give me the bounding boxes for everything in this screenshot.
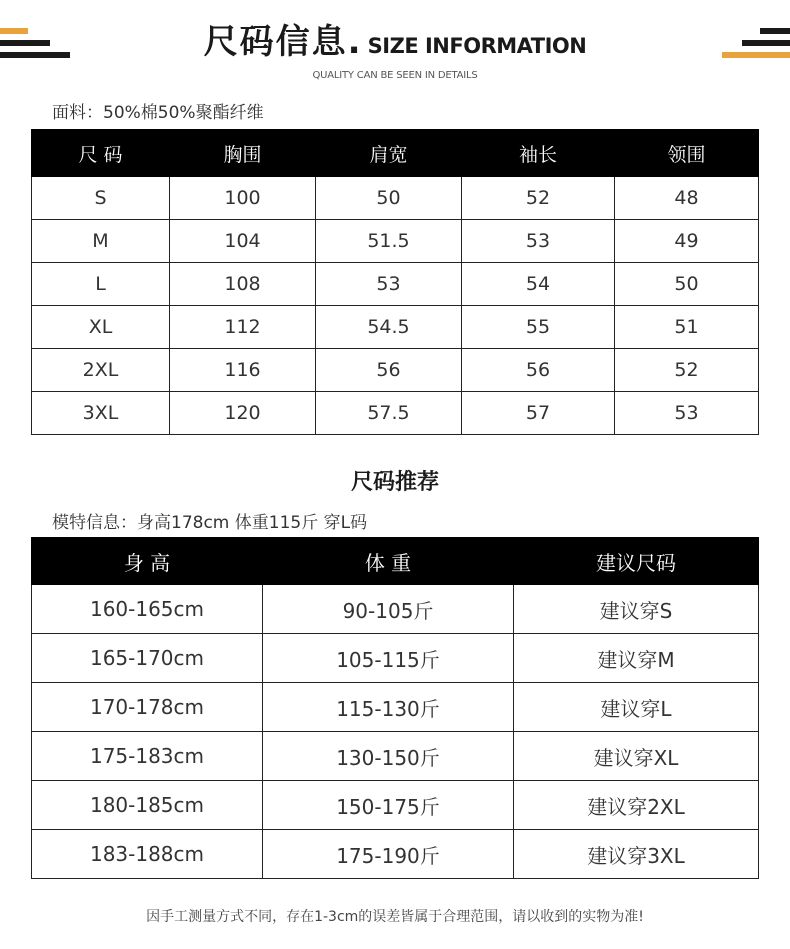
cell-neck: 52 — [615, 349, 759, 392]
cell-height: 175-183cm — [32, 732, 263, 781]
table-row — [32, 732, 759, 781]
cell-weight: 115-130斤 — [263, 683, 514, 732]
title-chinese: 尺码信息 — [203, 22, 348, 62]
cell-chest: 120 — [170, 392, 316, 435]
cell-shoulder: 50 — [316, 177, 462, 220]
cell-height: 165-170cm — [32, 634, 263, 683]
table-row — [32, 830, 759, 879]
cell-sleeve: 53 — [462, 220, 615, 263]
page-subtitle: QUALITY CAN BE SEEN IN DETAILS — [312, 70, 478, 81]
title-dot: . — [347, 22, 361, 62]
table-row — [32, 349, 759, 392]
cell-shoulder: 53 — [316, 263, 462, 306]
cell-neck: 48 — [615, 177, 759, 220]
footnote: 因手工测量方式不同，存在1-3cm的误差皆属于合理范围，请以收到的实物为准! — [146, 909, 644, 925]
cell-neck: 50 — [615, 263, 759, 306]
cell-shoulder: 56 — [316, 349, 462, 392]
cell-height: 170-178cm — [32, 683, 263, 732]
model-info: 模特信息：身高178cm 体重115斤 穿L码 — [52, 513, 368, 533]
cell-sleeve: 55 — [462, 306, 615, 349]
header-suggested-size: 建议尺码 — [514, 538, 759, 585]
cell-weight: 105-115斤 — [263, 634, 514, 683]
cell-neck: 49 — [615, 220, 759, 263]
cell-size: XL — [32, 306, 170, 349]
table-row — [32, 177, 759, 220]
cell-suggested-size: 建议穿M — [514, 634, 759, 683]
cell-suggested-size: 建议穿3XL — [514, 830, 759, 879]
cell-height: 183-188cm — [32, 830, 263, 879]
recommend-title: 尺码推荐 — [350, 470, 439, 495]
cell-shoulder: 54.5 — [316, 306, 462, 349]
header-weight: 体 重 — [263, 538, 514, 585]
cell-weight: 90-105斤 — [263, 585, 514, 634]
size-table-header — [32, 130, 759, 177]
cell-weight: 175-190斤 — [263, 830, 514, 879]
cell-chest: 116 — [170, 349, 316, 392]
cell-size: L — [32, 263, 170, 306]
header-neck: 领围 — [615, 130, 759, 177]
cell-chest: 112 — [170, 306, 316, 349]
cell-height: 180-185cm — [32, 781, 263, 830]
cell-neck: 51 — [615, 306, 759, 349]
cell-neck: 53 — [615, 392, 759, 435]
cell-weight: 150-175斤 — [263, 781, 514, 830]
header-sleeve: 袖长 — [462, 130, 615, 177]
size-table — [31, 129, 759, 435]
table-row — [32, 263, 759, 306]
page-title — [0, 14, 790, 63]
cell-chest: 108 — [170, 263, 316, 306]
cell-chest: 100 — [170, 177, 316, 220]
cell-sleeve: 54 — [462, 263, 615, 306]
cell-chest: 104 — [170, 220, 316, 263]
table-row — [32, 585, 759, 634]
cell-weight: 130-150斤 — [263, 732, 514, 781]
table-row — [32, 306, 759, 349]
cell-sleeve: 57 — [462, 392, 615, 435]
cell-shoulder: 51.5 — [316, 220, 462, 263]
cell-sleeve: 52 — [462, 177, 615, 220]
cell-size: M — [32, 220, 170, 263]
cell-suggested-size: 建议穿S — [514, 585, 759, 634]
table-row — [32, 683, 759, 732]
cell-size: 2XL — [32, 349, 170, 392]
table-row — [32, 781, 759, 830]
recommend-table-header — [32, 538, 759, 585]
cell-height: 160-165cm — [32, 585, 263, 634]
header-height: 身 高 — [32, 538, 263, 585]
cell-suggested-size: 建议穿XL — [514, 732, 759, 781]
cell-size: 3XL — [32, 392, 170, 435]
recommend-table — [31, 537, 759, 879]
cell-shoulder: 57.5 — [316, 392, 462, 435]
title-english: SIZE INFORMATION — [367, 34, 587, 58]
header-shoulder: 肩宽 — [316, 130, 462, 177]
cell-size: S — [32, 177, 170, 220]
material-info: 面料：50%棉50%聚酯纤维 — [52, 103, 264, 123]
cell-sleeve: 56 — [462, 349, 615, 392]
table-row — [32, 634, 759, 683]
table-row — [32, 392, 759, 435]
header-chest: 胸围 — [170, 130, 316, 177]
cell-suggested-size: 建议穿L — [514, 683, 759, 732]
header-size: 尺 码 — [32, 130, 170, 177]
table-row — [32, 220, 759, 263]
cell-suggested-size: 建议穿2XL — [514, 781, 759, 830]
